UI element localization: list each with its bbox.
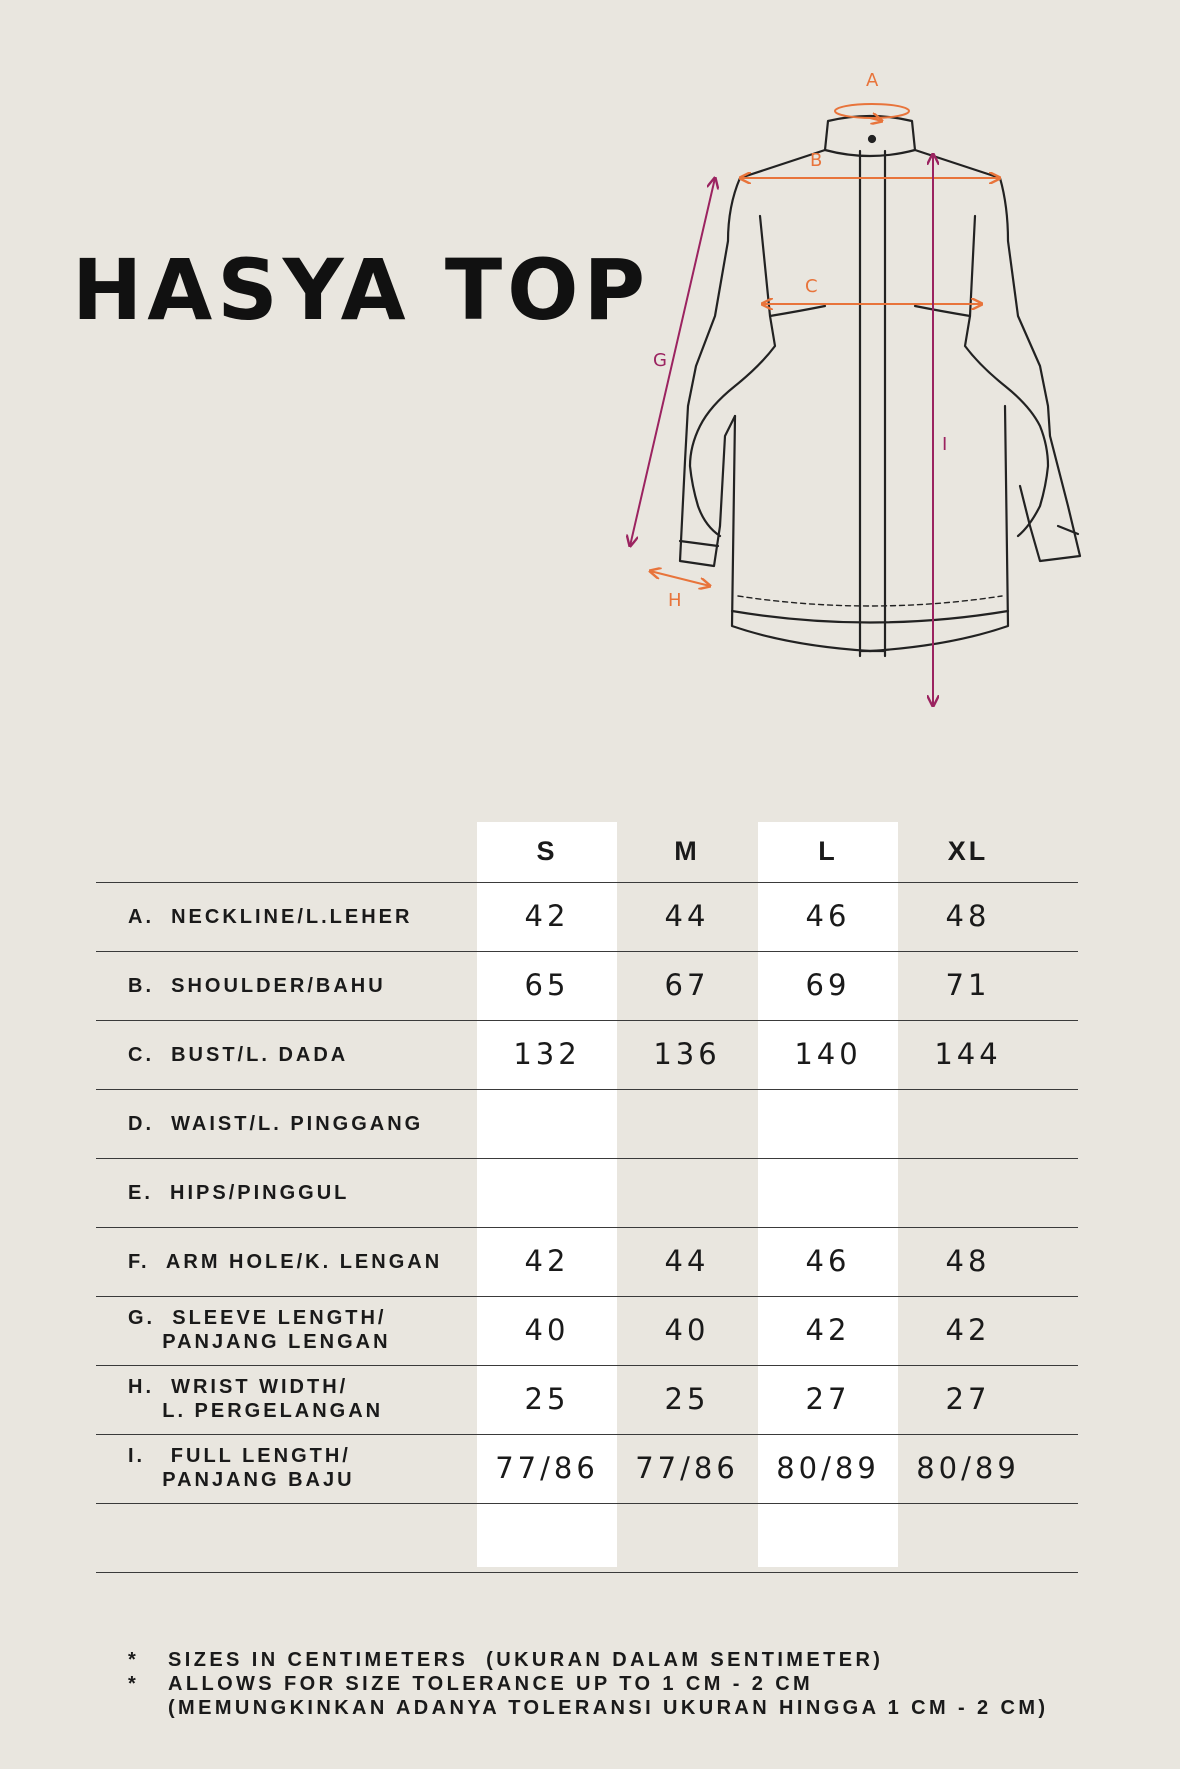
measurement-value: 80/89 xyxy=(916,1451,1020,1485)
table-row xyxy=(96,1365,1078,1434)
measurement-value: 48 xyxy=(945,899,991,933)
measurement-value: 25 xyxy=(524,1382,570,1416)
footnote-bullet: * xyxy=(128,1649,140,1671)
footnote-text: (MEMUNGKINKAN ADANYA TOLERANSI UKURAN HINGGA 1 CM - 2 CM) xyxy=(168,1697,1049,1719)
table-row xyxy=(96,1503,1078,1573)
svg-text:H: H xyxy=(668,590,682,611)
measure-h-arrow xyxy=(650,571,710,611)
measurement-value: 42 xyxy=(524,1244,570,1278)
measurement-value: 71 xyxy=(945,968,991,1002)
measurement-value: 27 xyxy=(945,1382,991,1416)
garment-outline xyxy=(680,116,1080,656)
table-row xyxy=(96,1434,1078,1503)
measurement-value: 77/86 xyxy=(495,1451,599,1485)
footnote xyxy=(128,1648,1048,1672)
size-header-xl: XL xyxy=(947,836,989,866)
measurement-value: 67 xyxy=(664,968,710,1002)
measurement-value: 46 xyxy=(805,1244,851,1278)
footnote-text: SIZES IN CENTIMETERS (UKURAN DALAM SENTIMETER) xyxy=(168,1649,884,1671)
measurement-label: B. SHOULDER/BAHU xyxy=(128,975,386,997)
measurement-label: D. WAIST/L. PINGGANG xyxy=(128,1113,424,1135)
footnote xyxy=(128,1672,1048,1696)
measurement-label: H. WRIST WIDTH/ L. PERGELANGAN xyxy=(128,1376,384,1422)
garment-diagram xyxy=(610,66,1100,726)
measurement-value: 80/89 xyxy=(776,1451,880,1485)
table-row xyxy=(96,1089,1078,1158)
measure-g-arrow xyxy=(630,178,715,546)
measurement-value: 69 xyxy=(805,968,851,1002)
measurement-value: 144 xyxy=(934,1037,1002,1071)
measure-c-arrow xyxy=(762,276,982,304)
measurement-value: 25 xyxy=(664,1382,710,1416)
measurement-label: C. BUST/L. DADA xyxy=(128,1044,349,1066)
measurement-value: 42 xyxy=(945,1313,991,1347)
size-chart-table xyxy=(96,822,1078,1573)
measurement-value: 42 xyxy=(805,1313,851,1347)
svg-text:I: I xyxy=(942,434,948,455)
table-row xyxy=(96,882,1078,951)
size-header-l: L xyxy=(818,836,838,866)
page-title: HASYA TOP xyxy=(72,241,651,339)
measurement-value: 40 xyxy=(524,1313,570,1347)
measurement-value: 40 xyxy=(664,1313,710,1347)
measurement-value: 132 xyxy=(513,1037,581,1071)
table-row xyxy=(96,1020,1078,1089)
measurement-label: F. ARM HOLE/K. LENGAN xyxy=(128,1251,443,1273)
measurement-value: 46 xyxy=(805,899,851,933)
measurement-value: 77/86 xyxy=(635,1451,739,1485)
measurement-label: A. NECKLINE/L.LEHER xyxy=(128,906,413,928)
svg-text:C: C xyxy=(805,276,818,297)
measurement-value: 136 xyxy=(653,1037,721,1071)
svg-text:B: B xyxy=(810,150,823,171)
measurement-value: 42 xyxy=(524,899,570,933)
measurement-value: 140 xyxy=(794,1037,862,1071)
measurement-value: 65 xyxy=(524,968,570,1002)
table-row xyxy=(96,951,1078,1020)
measurement-value: 44 xyxy=(664,899,710,933)
footnote-text: ALLOWS FOR SIZE TOLERANCE UP TO 1 CM - 2 CM xyxy=(168,1673,814,1695)
svg-text:G: G xyxy=(653,350,667,371)
measure-i-arrow xyxy=(933,154,947,706)
footnotes xyxy=(128,1648,1048,1720)
measurement-value: 27 xyxy=(805,1382,851,1416)
footnote xyxy=(128,1696,1048,1720)
measurement-label: G. SLEEVE LENGTH/ PANJANG LENGAN xyxy=(128,1307,391,1353)
footnote-bullet: * xyxy=(128,1673,140,1695)
table-row xyxy=(96,1227,1078,1296)
table-row xyxy=(96,1158,1078,1227)
garment-illustration xyxy=(610,66,1100,726)
measurement-label: I. FULL LENGTH/ PANJANG BAJU xyxy=(128,1445,355,1491)
size-header-m: M xyxy=(674,836,700,866)
size-header-row xyxy=(96,822,1078,882)
svg-text:A: A xyxy=(866,70,879,91)
measurement-value: 48 xyxy=(945,1244,991,1278)
size-header-s: S xyxy=(536,836,558,866)
measurement-value: 44 xyxy=(664,1244,710,1278)
measurement-label: E. HIPS/PINGGUL xyxy=(128,1182,350,1204)
measure-a-arrow xyxy=(835,70,909,121)
table-row xyxy=(96,1296,1078,1365)
